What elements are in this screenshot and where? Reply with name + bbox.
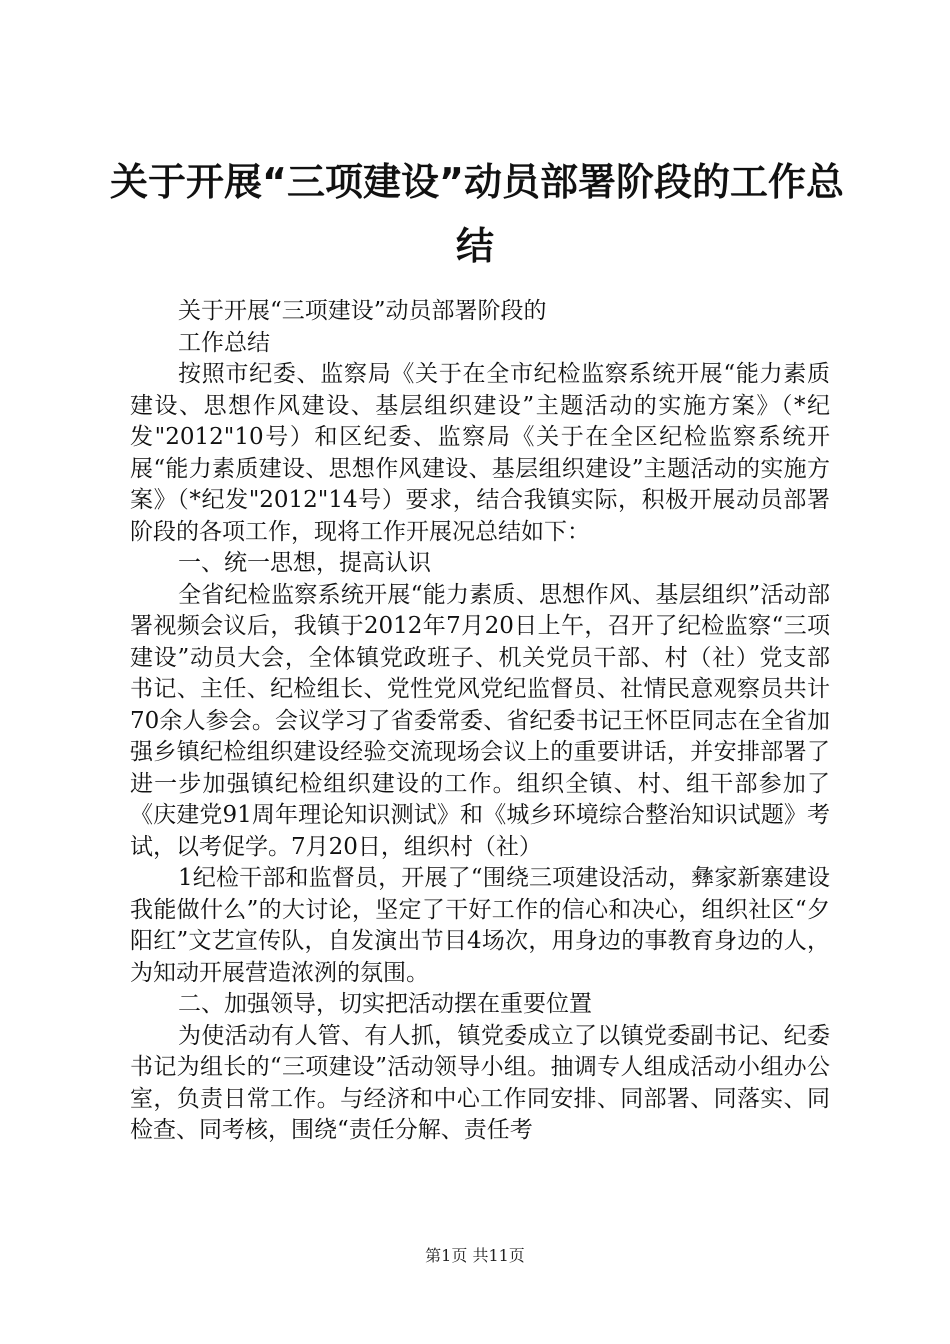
paragraph-section-1-cont: 1纪检干部和监督员，开展了“围绕三项建设活动，彝家新寨建设我能做什么”的大讨论，坚定了干好工作的信心和决心，组织社区“夕阳红”文艺宣传队，自发演出节目4场次，用身边的事教育身边的人，为知动开展营造浓洌的氛围。 bbox=[130, 865, 830, 986]
section-heading-2: 二、加强领导，切实把活动摆在重要位置 bbox=[178, 991, 592, 1017]
paragraph-intro: 按照市纪委、监察局《关于在全市纪检监察系统开展“能力素质建设、思想作风建设、基层组织建设”主题活动的实施方案》（*纪发"2012"10号）和区纪委、监察局《关于在全区纪检监察系统开展“能力素质建设、思想作风建设、基层组织建设”主题活动的实施方案》（*纪发"2012"14号）要求，结合我镇实际，积极开展动员部署阶段的各项工作，现将工作开展况总结如下： bbox=[130, 361, 830, 545]
paragraph-section-2: 为使活动有人管、有人抓，镇党委成立了以镇党委副书记、纪委书记为组长的“三项建设”活动领导小组。抽调专人组成活动小组办公室，负责日常工作。与经济和中心工作同安排、同部署、同落实、同检查、同考核，围绕“责任分解、责任考 bbox=[130, 1022, 830, 1143]
document-title bbox=[110, 150, 844, 278]
page-footer: 第1页 共11页 bbox=[425, 1246, 525, 1265]
paragraph-section-1: 全省纪检监察系统开展“能力素质、思想作风、基层组织”活动部署视频会议后，我镇于2012年7月20日上午，召开了纪检监察“三项建设”动员大会，全体镇党政班子、机关党员干部、村（社）党支部书记、主任、纪检组长、党性党风党纪监督员、社情民意观察员共计70余人参会。会议学习了省委常委、省纪委书记王怀臣同志在全省加强乡镇纪检组织建设经验交流现场会议上的重要讲话，并安排部署了进一步加强镇纪检组织建设的工作。组织全镇、村、组干部参加了《庆建党91周年理论知识测试》和《城乡环境综合整治知识试题》考试，以考促学。7月20日，组织村（社） bbox=[130, 581, 830, 860]
section-heading-1: 一、统一思想，提高认识 bbox=[178, 550, 431, 576]
paragraph-subtitle-1: 关于开展“三项建设”动员部署阶段的 bbox=[178, 298, 547, 324]
document-body bbox=[130, 296, 830, 1147]
title-line-1: 关于开展“三项建设”动员部署阶段的工作总 bbox=[110, 160, 844, 204]
paragraph-subtitle-2: 工作总结 bbox=[178, 329, 270, 356]
title-line-2: 结 bbox=[455, 224, 494, 268]
